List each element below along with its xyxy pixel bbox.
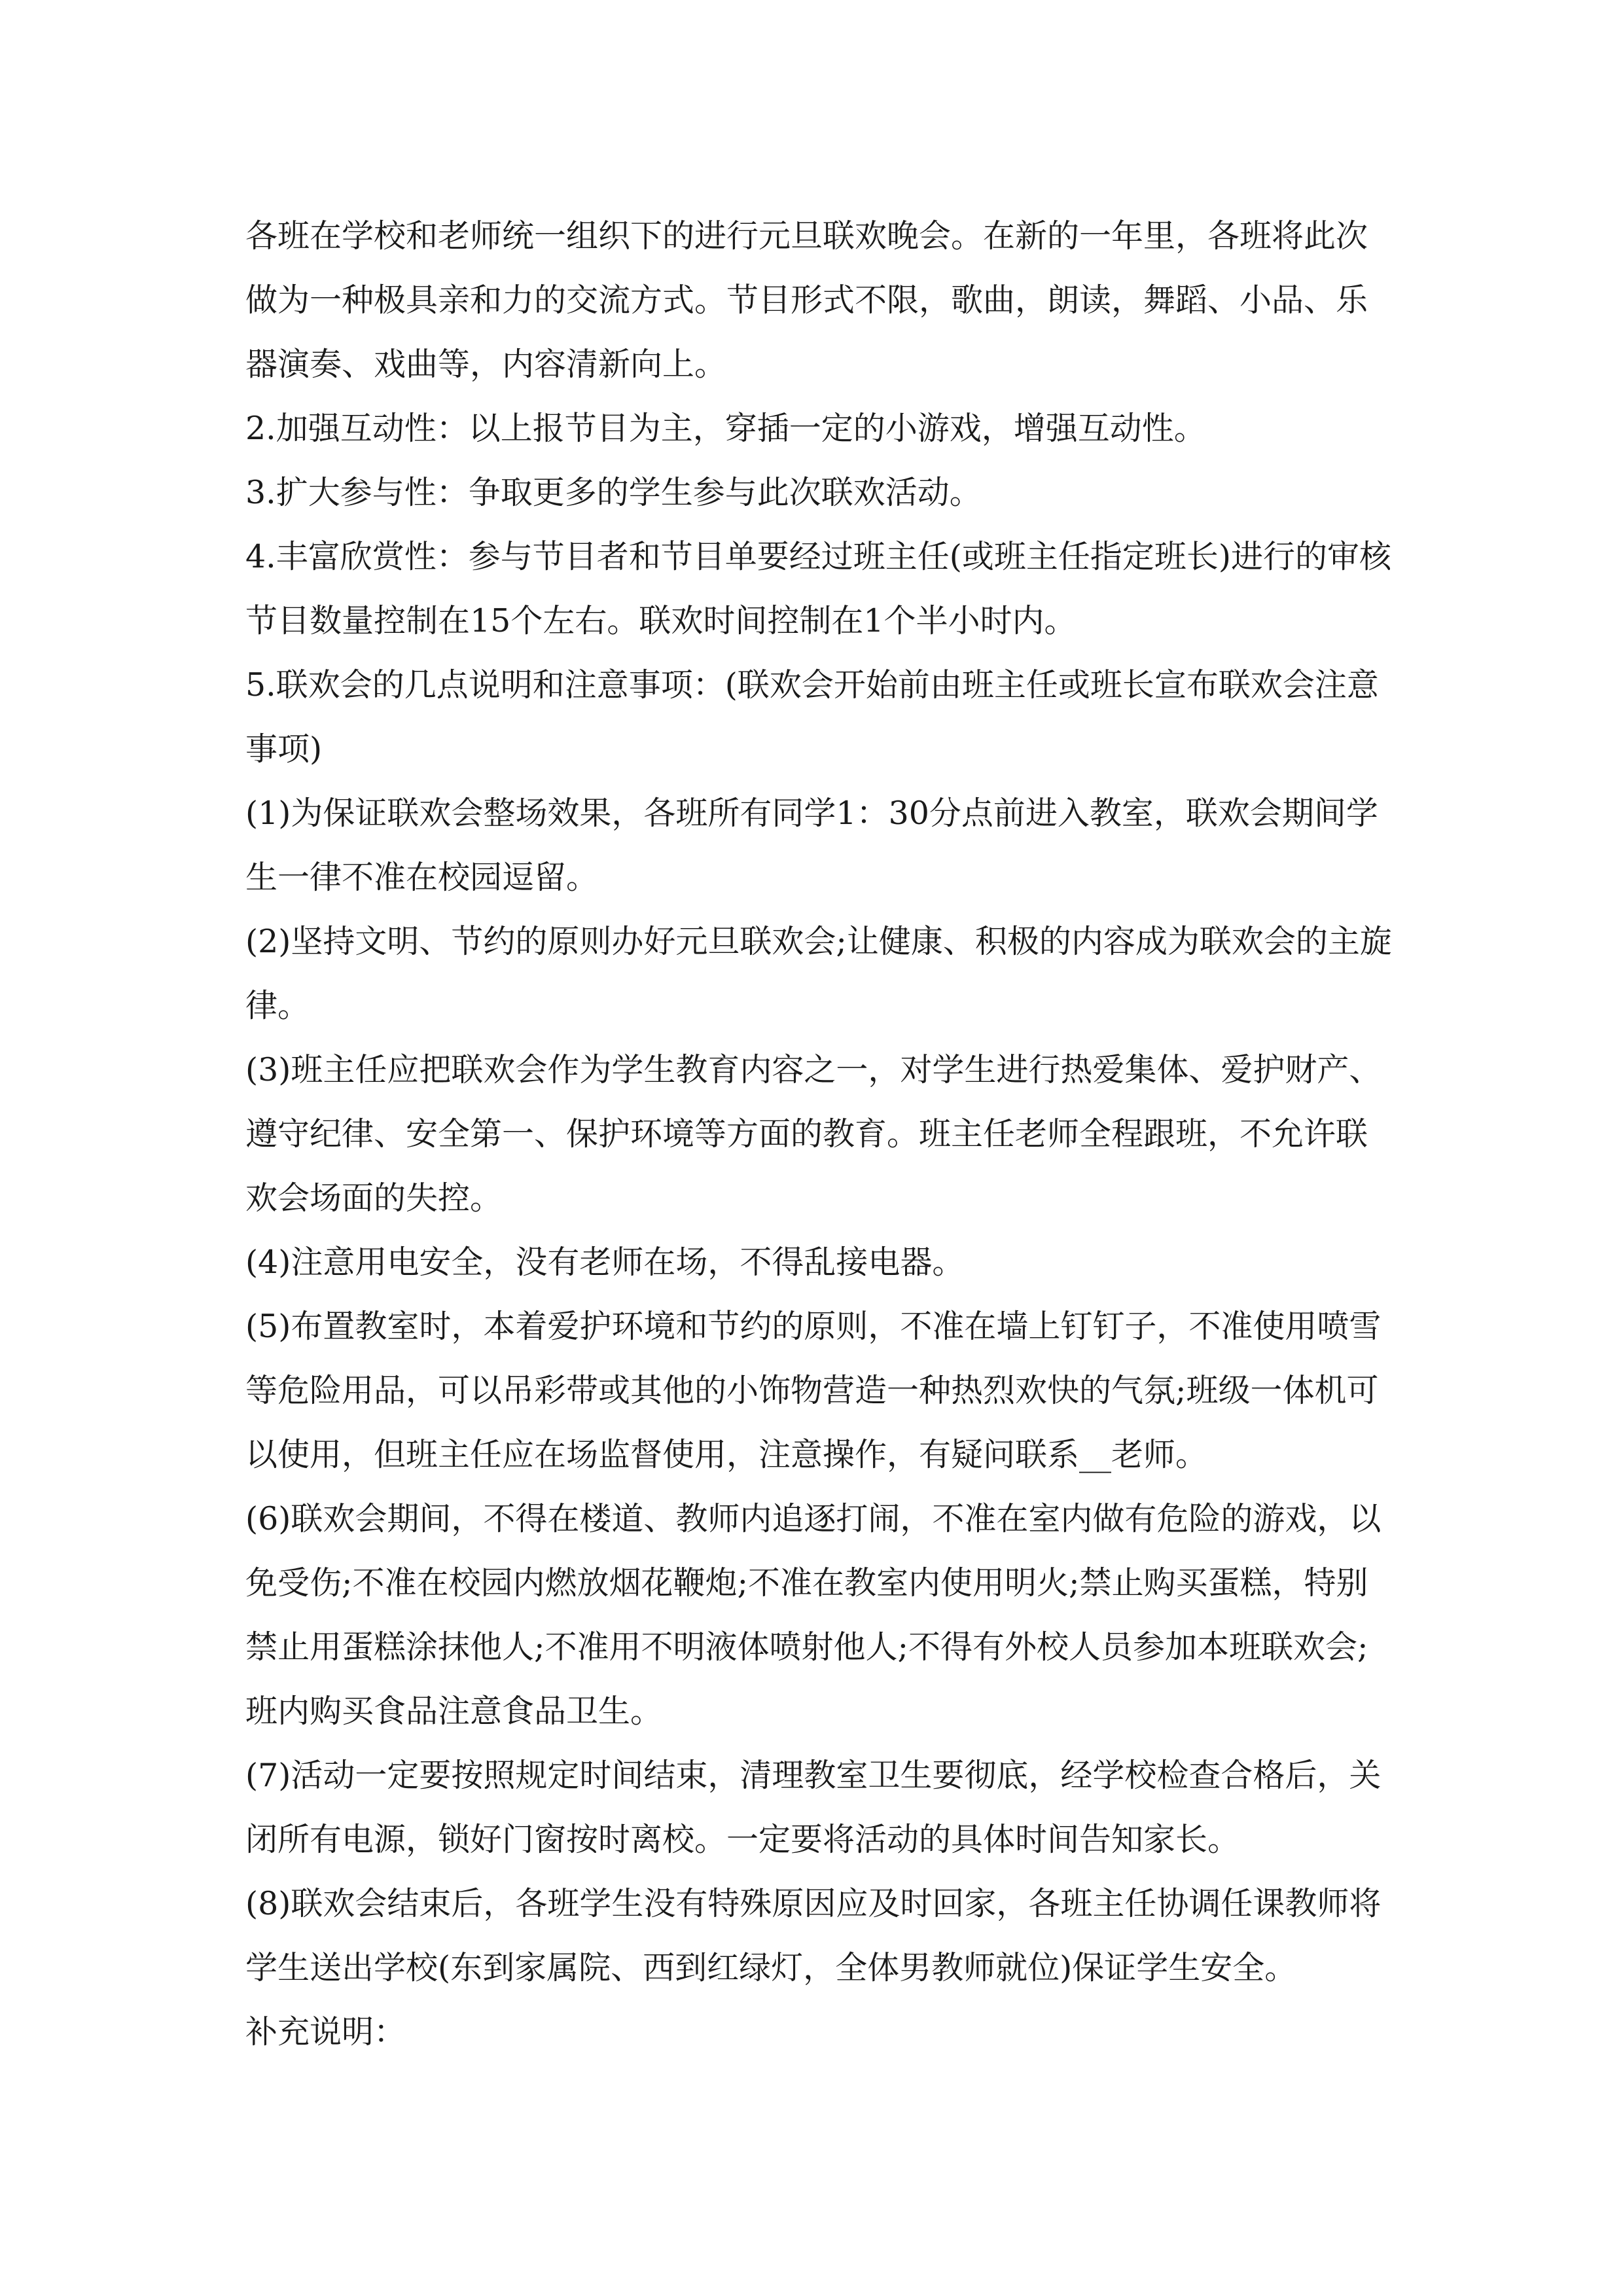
paragraph-note-1: (1)为保证联欢会整场效果，各班所有同学1：30分点前进入教室，联欢会期间学生一律不准在校园逗留。 xyxy=(245,795,1378,896)
paragraph-note-7: (7)活动一定要按照规定时间结束，清理教室卫生要彻底，经学校检查合格后，关闭所有电源，锁好门窗按时离校。一定要将活动的具体时间告知家长。 xyxy=(245,1757,1382,1858)
paragraph-note-4: (4)注意用电安全，没有老师在场，不得乱接电器。 xyxy=(245,1244,965,1281)
paragraph-note-3: (3)班主任应把联欢会作为学生教育内容之一，对学生进行热爱集体、爱护财产、遵守纪律、安全第一、保护环境等方面的教育。班主任老师全程跟班，不允许联欢会场面的失控。 xyxy=(245,1051,1382,1217)
paragraph-item-2: 2.加强互动性：以上报节目为主，穿插一定的小游戏，增强互动性。 xyxy=(245,410,1206,447)
paragraph-item-5: 5.联欢会的几点说明和注意事项：(联欢会开始前由班主任或班长宣布联欢会注意事项) xyxy=(245,666,1379,768)
paragraph-supplement: 补充说明： xyxy=(245,2013,406,2051)
paragraph-intro: 各班在学校和老师统一组织下的进行元旦联欢晚会。在新的一年里，各班将此次做为一种极具亲和力的交流方式。节目形式不限，歌曲，朗读，舞蹈、小品、乐器演奏、戏曲等，内容清新向上。 xyxy=(245,217,1368,383)
paragraph-note-2: (2)坚持文明、节约的原则办好元旦联欢会;让健康、积极的内容成为联欢会的主旋律。 xyxy=(245,923,1392,1024)
paragraph-item-3: 3.扩大参与性：争取更多的学生参与此次联欢活动。 xyxy=(245,474,982,511)
paragraph-note-8: (8)联欢会结束后，各班学生没有特殊原因应及时回家，各班主任协调任课教师将学生送出学校(东到家属院、西到红绿灯，全体男教师就位)保证学生安全。 xyxy=(245,1885,1382,1986)
paragraph-item-4: 4.丰富欣赏性：参与节目者和节目单要经过班主任(或班主任指定班长)进行的审核节目数量控制在15个左右。联欢时间控制在1个半小时内。 xyxy=(245,538,1391,639)
document-body xyxy=(245,204,1397,2064)
paragraph-note-6: (6)联欢会期间，不得在楼道、教师内追逐打闹，不准在室内做有危险的游戏，以免受伤;不准在校园内燃放烟花鞭炮;不准在教室内使用明火;禁止购买蛋糕，特别禁止用蛋糕涂抹他人;不准用不明液体喷射他人;不得有外校人员参加本班联欢会;班内购买食品注意食品卫生。 xyxy=(245,1500,1382,1730)
paragraph-note-5: (5)布置教室时，本着爱护环境和节约的原则，不准在墙上钉钉子，不准使用喷雪等危险用品，可以吊彩带或其他的小饰物营造一种热烈欢快的气氛;班级一体机可以使用，但班主任应在场监督使用，注意操作，有疑问联系__老师。 xyxy=(245,1308,1382,1473)
